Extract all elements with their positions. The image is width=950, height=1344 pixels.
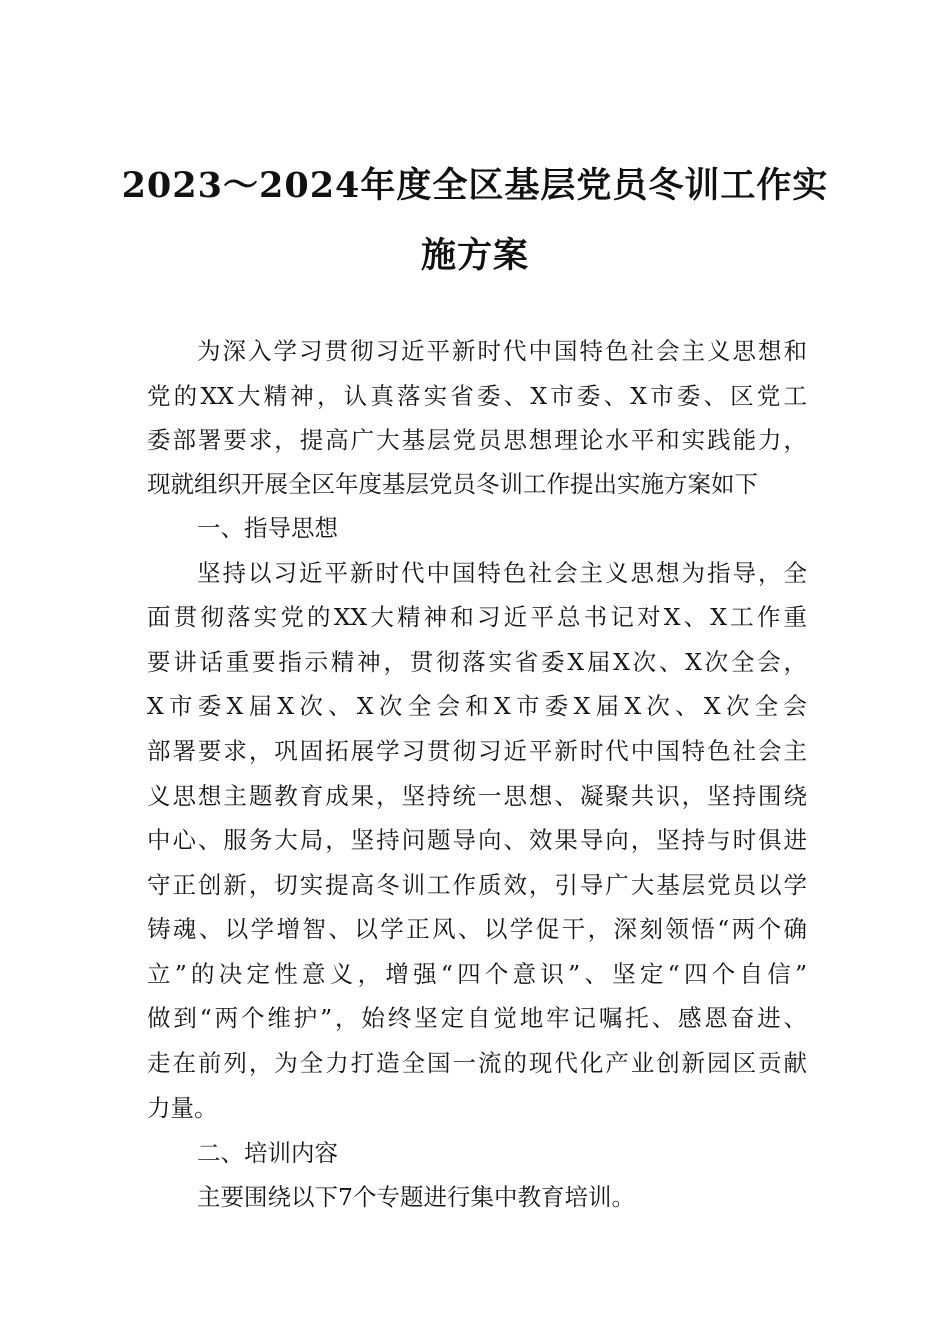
section1-line-4: X市委X届X次、X次全会和X市委X届X次、X次全会 (147, 692, 807, 720)
section-heading-guiding-thought: 一、指导思想 (197, 514, 338, 542)
intro-line-4: 现就组织开展全区年度基层党员冬训工作提出实施方案如下 (147, 470, 758, 498)
section1-line-1: 坚持以习近平新时代中国特色社会主义思想为指导，全 (197, 559, 807, 587)
section1-line-2: 面贯彻落实党的XX大精神和习近平总书记对X、X工作重 (147, 603, 807, 631)
section1-line-6: 义思想主题教育成果，坚持统一思想、凝聚共识，坚持围绕 (147, 782, 807, 810)
section1-line-13: 力量。 (147, 1094, 218, 1122)
section1-line-8: 守正创新，切实提高冬训工作质效，引导广大基层党员以学 (147, 871, 807, 899)
section1-line-10: 立”的决定性意义，增强“四个意识”、坚定“四个自信” (147, 960, 807, 988)
section1-line-9: 铸魂、以学增智、以学正风、以学促干，深刻领悟“两个确 (147, 915, 807, 943)
section-heading-training-content: 二、培训内容 (197, 1139, 338, 1167)
section2-line-1: 主要围绕以下7个专题进行集中教育培训。 (197, 1183, 635, 1211)
document-title-line-2: 施方案 (420, 235, 529, 276)
section1-line-12: 走在前列，为全力打造全国一流的现代化产业创新园区贡献 (147, 1049, 807, 1077)
section1-line-3: 要讲话重要指示精神，贯彻落实省委X届X次、X次全会， (147, 648, 807, 676)
intro-line-2: 党的XX大精神，认真落实省委、X市委、X市委、区党工 (147, 382, 807, 410)
section1-line-5: 部署要求，巩固拓展学习贯彻习近平新时代中国特色社会主 (147, 737, 807, 765)
section1-line-7: 中心、服务大局，坚持问题导向、效果导向，坚持与时俱进 (147, 826, 807, 854)
document-title-line-1: 2023～2024年度全区基层党员冬训工作实 (121, 165, 829, 206)
intro-line-3: 委部署要求，提高广大基层党员思想理论水平和实践能力， (147, 426, 807, 454)
intro-line-1: 为深入学习贯彻习近平新时代中国特色社会主义思想和 (197, 337, 807, 365)
section1-line-11: 做到“两个维护”，始终坚定自觉地牢记嘱托、感恩奋进、 (147, 1004, 807, 1032)
